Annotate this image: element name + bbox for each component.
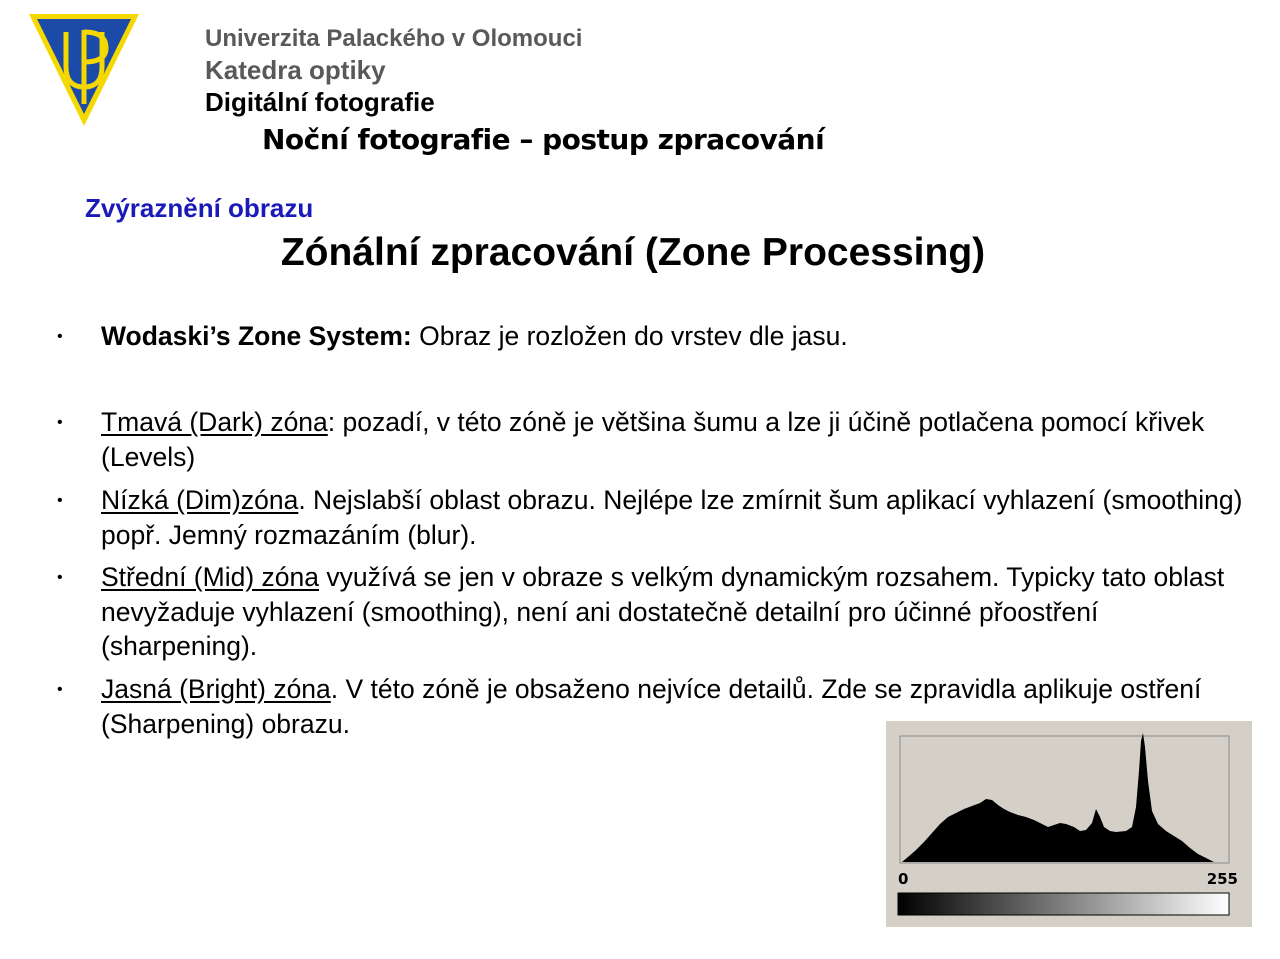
bullet-text: . V této zóně je obsaženo nejvíce detailů. Zde se zpravidla aplikuje ostření (Sharpening) obrazu.	[101, 674, 1202, 739]
bullet-text: Obraz je rozložen do vrstev dle jasu.	[411, 321, 848, 351]
lecture-topic: Noční fotografie – postup zpracování	[262, 123, 825, 156]
bullet-text: . Nejslabší oblast obrazu. Nejlépe lze zmírnit šum aplikací vyhlazení (smoothing) popř. Jemný rozmazáním (blur).	[101, 485, 1243, 550]
histogram-graphic	[886, 721, 1252, 927]
course-name: Digitální fotografie	[205, 87, 435, 117]
bullet-marker: •	[57, 569, 63, 586]
bullet-marker: •	[57, 681, 63, 698]
bullet-text: využívá se jen v obraze s velkým dynamickým rozsahem. Typicky tato oblast nevyžaduje vyhlazení (smoothing), není ani dostatečně detailní pro účinné přoostření (sharpening).	[101, 562, 1225, 661]
section-label: Zvýraznění obrazu	[85, 193, 314, 223]
bullet-term: Jasná (Bright) zóna	[101, 674, 331, 704]
bullet-term: Nízká (Dim)zóna	[101, 485, 299, 515]
university-logo	[26, 12, 142, 128]
bullet-term: Střední (Mid) zóna	[101, 562, 319, 592]
histogram-min-label: 0	[898, 870, 909, 888]
histogram-curve	[902, 733, 1214, 862]
gradient-bar	[898, 893, 1229, 915]
histogram-panel	[886, 721, 1252, 927]
bullet-term: Wodaski’s Zone System:	[101, 321, 412, 351]
bullet-marker: •	[57, 492, 63, 509]
histogram-max-label: 255	[1206, 870, 1238, 888]
university-name: Univerzita Palackého v Olomouci	[205, 25, 583, 52]
bullet-marker: •	[57, 414, 63, 431]
bullet-item-2	[101, 405, 1251, 474]
bullet-term: Tmavá (Dark) zóna	[101, 407, 328, 437]
bullet-item-3	[101, 483, 1251, 552]
department-name: Katedra optiky	[205, 55, 386, 85]
slide-title: Zónální zpracování (Zone Processing)	[280, 231, 986, 274]
bullet-item-4	[101, 560, 1251, 664]
bullet-item-1	[101, 319, 1251, 354]
bullet-marker: •	[57, 328, 63, 345]
bullet-text: : pozadí, v této zóně je většina šumu a lze ji účině potlačena pomocí křivek (Levels)	[101, 407, 1205, 472]
